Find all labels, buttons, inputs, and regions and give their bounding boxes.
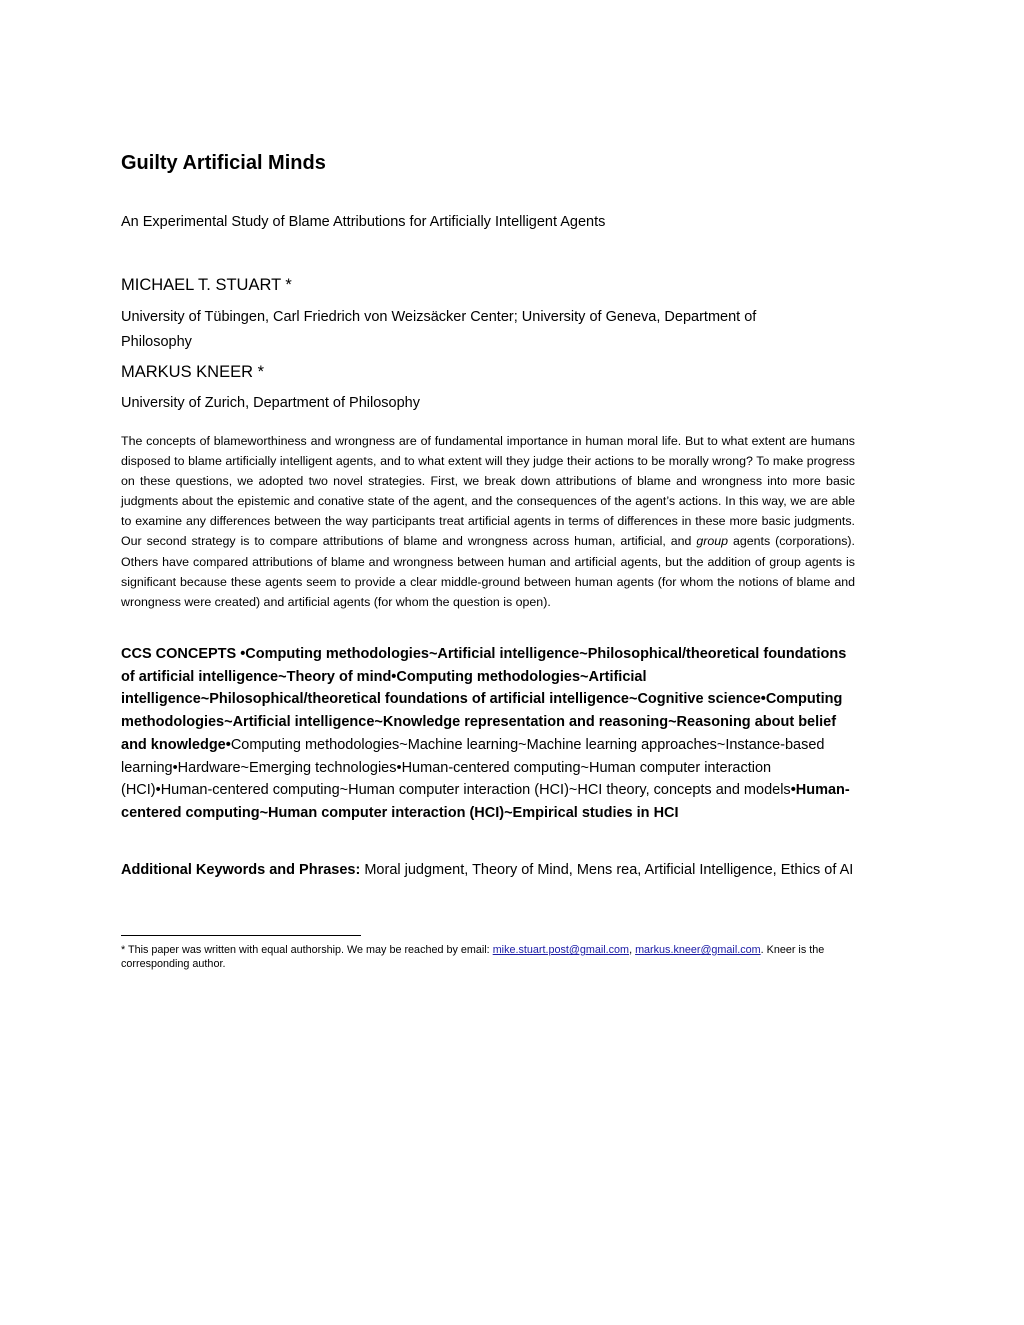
email-link-kneer[interactable]: markus.kneer@gmail.com xyxy=(635,944,761,956)
footnote xyxy=(121,944,855,971)
author-affiliation-2: University of Zurich, Department of Philosophy xyxy=(121,395,420,411)
keywords xyxy=(121,859,855,882)
abstract xyxy=(121,431,855,612)
ccs-bold-1: CCS CONCEPTS •Computing methodologies~Artificial intelligence~Philosophical/theoretical foundations of artificial intelligence~Theory of mind•Computing methodologies~Artificial intelligence~Philosophical/theoretical foundations of artificial intelligence~Cognitive science•Computing methodologies~Artificial intelligence~Knowledge representation and reasoning~Reasoning about belief and knowledge• xyxy=(121,646,847,753)
email-link-stuart[interactable]: mike.stuart.post@gmail.com xyxy=(492,944,630,956)
ccs-plain: Computing methodologies~Machine learning~Machine learning approaches~Instance-based learning•Hardware~Emerging technologies•Human-centered computing~Human computer interaction (HCI)•Human-centered computing~Human computer interaction (HCI)~HCI theory, concepts and models xyxy=(121,736,825,799)
author-affiliation-1: University of Tübingen, Carl Friedrich von Weizsäcker Center; University of Geneva, Department of Philosophy xyxy=(121,309,757,350)
abstract-emphasis: group xyxy=(696,534,729,549)
paper-title: Guilty Artificial Minds xyxy=(121,152,326,174)
footnote-divider xyxy=(121,935,361,936)
ccs-concepts xyxy=(121,643,855,825)
keywords-label: Additional Keywords and Phrases: xyxy=(121,862,361,878)
keywords-text: Moral judgment, Theory of Mind, Mens rea, Artificial Intelligence, Ethics of AI xyxy=(360,862,854,878)
footnote-text-2: . Kneer is the corresponding author. xyxy=(121,944,825,970)
footnote-separator: , xyxy=(629,944,636,956)
ccs-bold-2: •Human-centered computing~Human computer interaction (HCI)~Empirical studies in HCI xyxy=(121,782,850,821)
abstract-text-2: agents (corporations). Others have compared attributions of blame and wrongness between human and artificial agents, but the addition of group agents is significant because these agents seem to provide a clear middle-ground between human agents (for whom the notions of blame and wrongness were created) and artificial agents (for whom the question is open). xyxy=(121,534,855,609)
author-name-2: MARKUS KNEER * xyxy=(121,363,265,381)
footnote-text-1: * This paper was written with equal authorship. We may be reached by email: xyxy=(121,944,493,956)
paper-subtitle: An Experimental Study of Blame Attributions for Artificially Intelligent Agents xyxy=(121,214,606,230)
author-name-1: MICHAEL T. STUART * xyxy=(121,276,292,294)
abstract-text-1: The concepts of blameworthiness and wrongness are of fundamental importance in human moral life. But to what extent are humans disposed to blame artificially intelligent agents, and to what extent will they judge their actions to be morally wrong? To make progress on these questions, we adopted two novel strategies. First, we break down attributions of blame and wrongness into more basic judgments about the epistemic and conative state of the agent, and the consequences of the agent’s actions. In this way, we are able to examine any differences between the way participants treat artificial agents in terms of differences in these more basic judgments. Our second strategy is to compare attributions of blame and wrongness across human, artificial, and xyxy=(121,434,855,549)
